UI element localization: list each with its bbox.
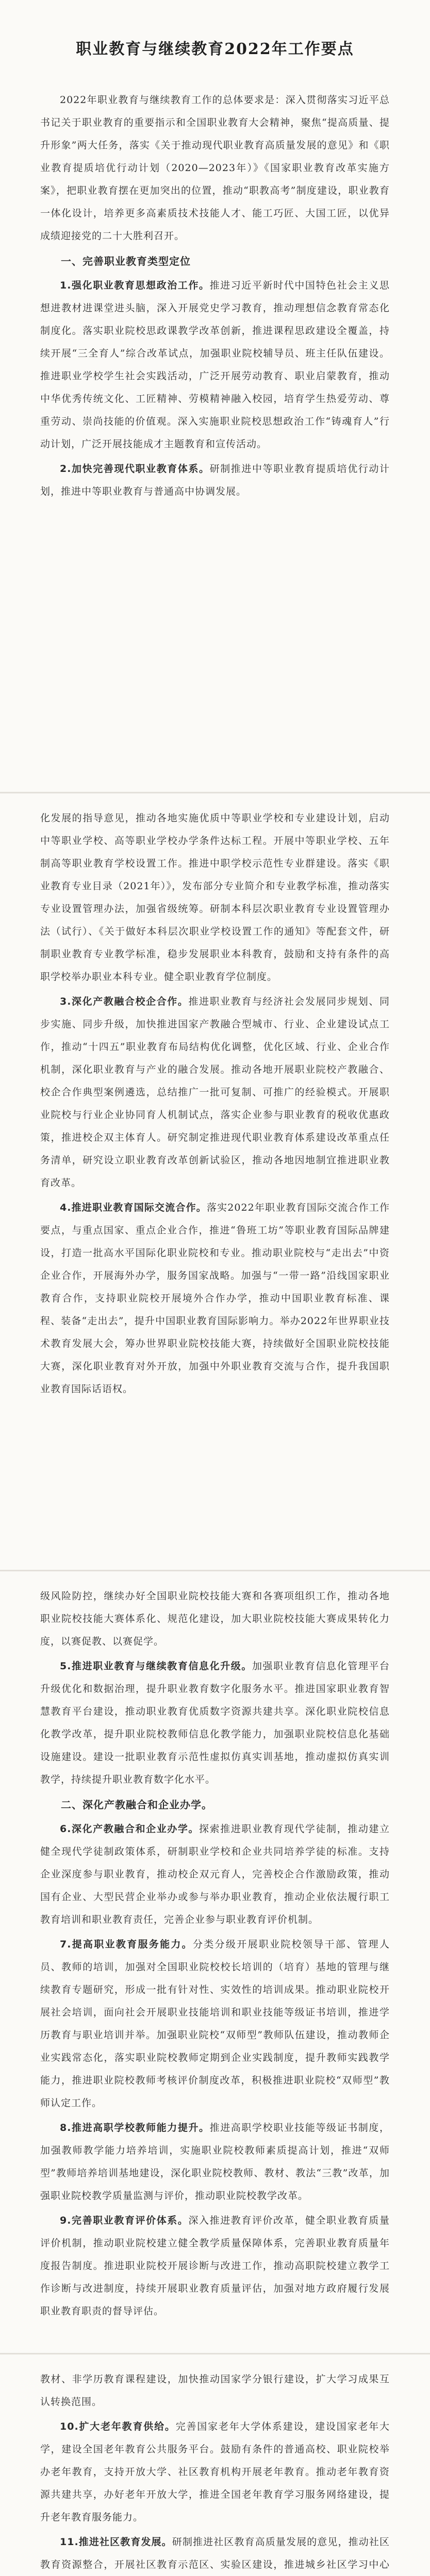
intro-paragraph: 2022年职业教育与继续教育工作的总体要求是：深入贯彻落实习近平总书记关于职业教育的重要指示和全国职业教育大会精神，聚焦“提高质量、提升形象”两大任务，落实《关于推动现代职业教育高质量发展的意见》和《职业教育提质培优行动计划（2020—2023年）》《国家职业教育改革实施方案》，把职业教育摆在更加突出的位置，推动“职教高考”制度建设，职业教育一体化设计，培养更多高素质技术技能人才、能工巧匠、大国工匠，以优异成绩迎接党的二十大胜利召开。 bbox=[40, 94, 390, 242]
item-8-text: 推进高职学校职业技能等级证书制度，加强教师教学能力培养培训，实施职业院校教师素质提高计划，推进“双师型”教师培养培训基地建设，深化职业院校教师、教材、教法“三教”改革，加强职业院校教学质量监测与评价，推动职业院校教学改革。 bbox=[40, 2122, 390, 2201]
item-4-text: 落实2022年职业教育国际交流合作工作要点，与重点国家、重点企业合作，推进“鲁班工坊”等职业教育国际品牌建设，打造一批高水平国际化职业院校和专业。推动职业院校与“走出去”中资企业合作，开展海外办学，服务国家战略。加强与“一带一路”沿线国家职业教育合作，支持职业院校开展境外合作办学，推动中国职业教育标准、课程、装备“走出去”，提升中国职业教育国际影响力。举办2022年世界职业技术教育发展大会，筹办世界职业院校技能大赛，持续做好全国职业院校技能大赛，深化职业教育对外开放，加强中外职业教育交流与合作，提升我国职业教育国际话语权。 bbox=[40, 1202, 390, 1395]
item-3-text: 推进职业教育与经济社会发展同步规划、同步实施、同步升级，加快推进国家产教融合型城市、行业、企业建设试点工作，推动“十四五”职业教育布局结构优化调整，优化区域、行业、企业合作机制，深化职业教育与产业的融合发展。推动各地开展职业院校产教融合、校企合作典型案例遴选，总结推广一批可复制、可推广的经验模式。开展职业院校与行业企业协同育人机制试点，落实企业参与职业教育的税收优惠政策，推进校企双主体育人。研究制定推进现代职业教育体系建设改革重点任务清单，研究设立职业教育改革创新试验区，推动各地因地制宜推进职业教育改革。 bbox=[40, 996, 390, 1189]
item-1-paragraph bbox=[40, 274, 390, 455]
page-3 bbox=[0, 1571, 430, 2354]
page-1 bbox=[0, 0, 430, 793]
item-10-text: 完善国家老年大学体系建设，建设国家老年大学，建设全国老年教育公共服务平台。鼓励有条件的普通高校、职业院校举办老年教育，支持开放大学、社区教育机构开展老年教育。推动老年教育资源共建共享，办好老年开放大学，推进全国老年教育学习服务网络建设，提升老年教育服务能力。 bbox=[40, 2421, 390, 2523]
item-7-title: 7.提高职业教育服务能力。 bbox=[60, 1939, 193, 1950]
item-4-title: 4.推进职业教育国际交流合作。 bbox=[60, 1202, 207, 1213]
item-3-paragraph bbox=[40, 990, 390, 1194]
item-11-title: 11.推进社区教育发展。 bbox=[60, 2536, 172, 2548]
item-3-title: 3.深化产教融合校企合作。 bbox=[60, 996, 189, 1007]
item-6-text: 探索推进职业教育现代学徒制，推动建立健全现代学徒制政策体系，研制职业学校和企业共同培养学徒的标准。支持企业深度参与职业教育，推动校企双元育人，完善校企合作激励政策，推动国有企业、大型民营企业举办或参与举办职业教育，推动企业依法履行职工教育培训和职业教育责任，完善企业参与职业教育评价机制。 bbox=[40, 1823, 390, 1925]
page-4 bbox=[0, 2354, 430, 2576]
item-2-continued: 化发展的指导意见，推动各地实施优质中等职业学校和专业建设计划，启动中等职业学校、高等职业学校办学条件达标工程。开展中等职业学校、五年制高等职业教育学校设置工作。推进中职学校示范性专业群建设。落实《职业教育专业目录（2021年）》，发布部分专业简介和专业教学标准，推动落实专业设置管理办法，加强省级统筹。研制本科层次职业教育专业设置管理办法（试行）、《关于做好本科层次职业学校设置工作的通知》等配套文件，研制职业教育专业教学标准，稳步发展职业本科教育，鼓励和支持有条件的高职学校举办职业本科专业。健全职业教育学位制度。 bbox=[40, 812, 390, 982]
item-2-text: 研制推进中等职业教育提质培优行动计划，推进中等职业教育与普通高中协调发展。 bbox=[40, 463, 390, 497]
item-10-title: 10.扩大老年教育供给。 bbox=[60, 2421, 176, 2432]
item-6-title: 6.深化产教融合和企业办学。 bbox=[60, 1823, 200, 1835]
item-8-paragraph bbox=[40, 2116, 390, 2207]
item-11-paragraph bbox=[40, 2531, 390, 2576]
item-10-paragraph bbox=[40, 2415, 390, 2529]
item-1-text: 推进习近平新时代中国特色社会主义思想进教材进课堂进头脑，深入开展党史学习教育，推动理想信念教育常态化制度化。落实职业院校思政课教学改革创新，推进课程思政建设全覆盖，持续开展“三全育人”综合改革试点，加强职业院校辅导员、班主任队伍建设。推进职业学校学生社会实践活动，广泛开展劳动教育、职业启蒙教育，推动中华优秀传统文化、工匠精神、劳模精神融入校园，培育学生热爱劳动、尊重劳动、崇尚技能的价值观。深入实施职业院校思想政治工作“铸魂育人”行动计划，广泛开展技能成才主题教育和宣传活动。 bbox=[40, 280, 390, 450]
item-7-text: 分类分级开展职业院校领导干部、管理人员、教师的培训，加强对全国职业院校校长培训的（培育）基地的管理与继续教育专题研究，形成一批有针对性、实效性的培训成果。推动职业院校开展社会培训，面向社会开展职业技能培训和职业技能等级证书培训，推进学历教育与职业培训并举。加强职业院校“双师型”教师队伍建设，推动教师企业实践常态化，落实职业院校教师定期到企业实践制度，提升教师实践教学能力，推进职业院校教师考核评价制度改革，积极推进职业院校“双师型”教师认定工作。 bbox=[40, 1939, 390, 2109]
item-4-paragraph bbox=[40, 1196, 390, 1400]
item-7-paragraph bbox=[40, 1933, 390, 2114]
page-2 bbox=[0, 793, 430, 1571]
section-1-heading: 一、完善职业教育类型定位 bbox=[61, 255, 191, 267]
item-2-title: 2.加快完善现代职业教育体系。 bbox=[60, 463, 210, 474]
item-9-text: 深入推进教育评价改革，健全职业教育质量评价机制，推动职业院校建立健全教学质量保障体系，完善职业教育质量年度报告制度。推进职业院校开展诊断与改进工作，推动高职院校建立教学工作诊断与改进制度，持续开展职业教育质量评估，加强对地方政府履行发展职业教育职责的督导评估。 bbox=[40, 2215, 390, 2317]
item-5-text: 加强职业教育信息化管理平台升级优化和数据治理，提升职业教育数字化服务水平。推进国家职业教育智慧教育平台建设，推动职业教育优质数字资源共建共享。深化职业院校信息化教学改革，提升职业院校教师信息化教学能力，加强职业院校信息化基础设施建设。建设一批职业教育示范性虚拟仿真实训基地，推动虚拟仿真实训教学，持续提升职业教育数字化水平。 bbox=[40, 1660, 390, 1785]
item-8-title: 8.推进高职学校教师能力提升。 bbox=[60, 2122, 210, 2133]
section-2-heading: 二、深化产教融合和企业办学。 bbox=[61, 1799, 212, 1811]
item-11-text: 研制推进社区教育高质量发展的意见，推动社区教育资源整合，开展社区教育示范区、实验区建设，推进城乡社区学习中心 bbox=[40, 2536, 390, 2570]
item-4-continued: 级风险防控，继续办好全国职业院校技能大赛和各赛项组织工作，推动各地职业院校技能大赛体系化、规范化建设，加大职业院校技能大赛成果转化力度，以赛促教、以赛促学。 bbox=[40, 1590, 390, 1647]
item-9-title: 9.完善职业教育评价体系。 bbox=[60, 2215, 189, 2226]
item-6-paragraph bbox=[40, 1818, 390, 1931]
item-9-paragraph bbox=[40, 2209, 390, 2323]
item-5-title: 5.推进职业教育与继续教育信息化升级。 bbox=[60, 1660, 252, 1672]
item-9-continued: 教材、非学历教育课程建设，加快推动国家学分银行建设，扩大学习成果互认转换范围。 bbox=[40, 2374, 390, 2408]
item-1-title: 1.强化职业教育思想政治工作。 bbox=[60, 280, 210, 291]
document-title: 职业教育与继续教育2022年工作要点 bbox=[76, 40, 354, 58]
item-2-paragraph bbox=[40, 457, 390, 503]
item-5-paragraph bbox=[40, 1655, 390, 1791]
